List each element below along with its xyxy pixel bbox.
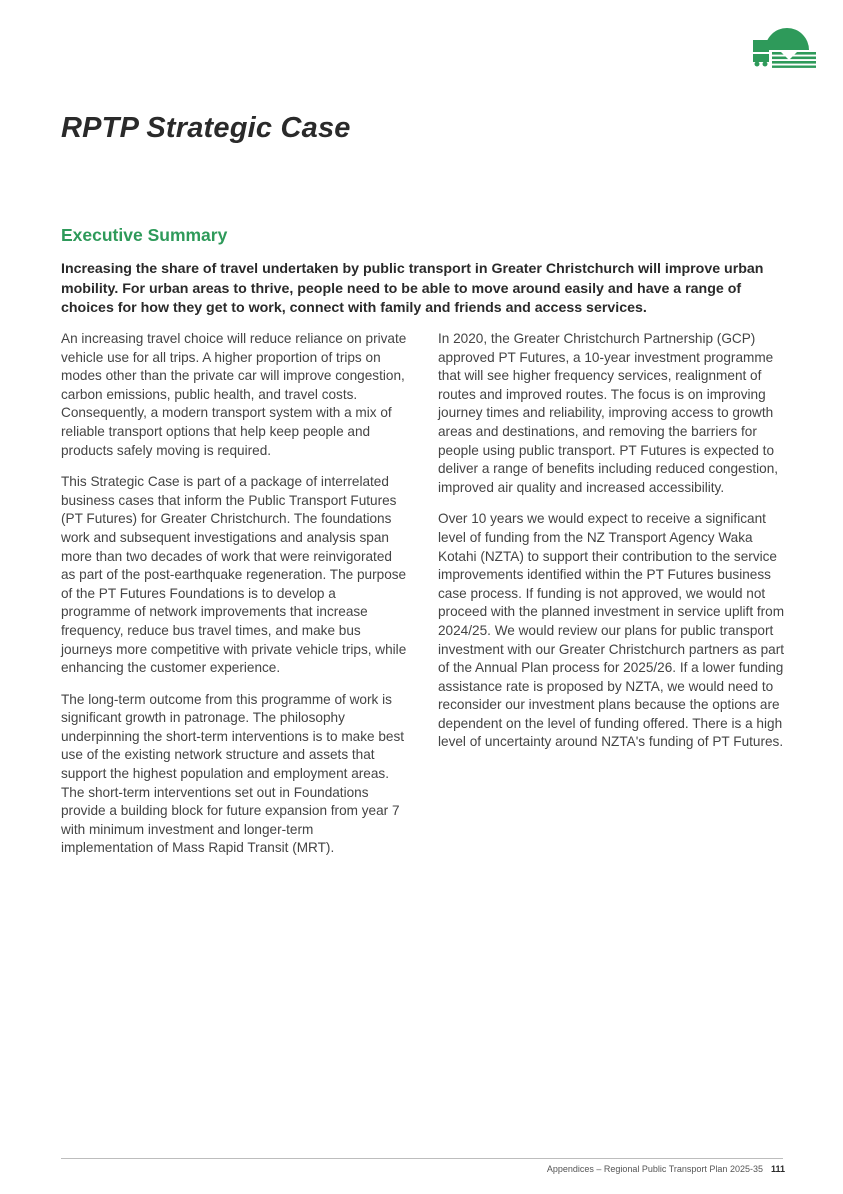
footer-divider	[61, 1158, 783, 1159]
body-paragraph: This Strategic Case is part of a package of interrelated business cases that inform the Public Transport Futures (PT Futures) for Greater Christchurch. The foundations work and subsequent investigations and analysis span more than two decades of work that were reinvigorated as part of the post-earthquake regeneration. The purpose of the PT Futures Foundations is to develop a programme of network improvements that increase frequency, reduce bus travel times, and make bus journeys more competitive with private vehicle trips, while enhancing the customer experience.	[61, 474, 407, 676]
page-number: 111	[770, 1164, 785, 1174]
body-paragraph: Over 10 years we would expect to receive a significant level of funding from the NZ Transport Agency Waka Kotahi (NZTA) to support their contribution to the service improvements identified within the PT Futures business case process. If funding is not approved, we would not proceed with the planned investment in service uplift from 2024/25. We would review our plans for public transport investment with our Greater Christchurch partners as part of the Annual Plan process for 2025/26. If a lower funding assistance rate is proposed by NZTA, we would need to reconsider our investment plans because the options are dependent on the level of funding offered. There is a high level of uncertainty around NZTA's funding of PT Futures.	[438, 511, 785, 750]
body-paragraph: An increasing travel choice will reduce reliance on private vehicle use for all trips. A higher proportion of trips on modes other than the private car will improve congestion, carbon emissions, public health, and travel costs. Consequently, a modern transport system with a mix of reliable transport options that help keep people and products safely moving is required.	[61, 331, 407, 458]
footer-label: Appendices – Regional Public Transport Plan 2025-35	[546, 1164, 763, 1174]
body-paragraph: The long-term outcome from this programme of work is significant growth in patronage. The philosophy underpinning the short-term interventions is to make best use of the existing network structure and assets that support the highest population and employment areas. The short-term interventions set out in Foundations provide a building block for future expansion from year 7 with minimum investment and longer-term implementation of Mass Rapid Transit (MRT).	[61, 691, 405, 856]
body-paragraph: In 2020, the Greater Christchurch Partnership (GCP) approved PT Futures, a 10-year investment programme that will see higher frequency services, realignment of routes and improved routes. The focus is on improving journey times and reliability, improving access to growth areas and destinations, and removing the barriers for people using public transport. PT Futures is expected to deliver a range of benefits including reduced congestion, improved air quality and increased accessibility.	[438, 331, 779, 495]
footer	[547, 1164, 785, 1174]
right-column	[438, 330, 786, 765]
section-heading: Executive Summary	[61, 225, 228, 245]
page-title: RPTP Strategic Case	[61, 112, 351, 144]
left-column	[61, 330, 409, 871]
lead-paragraph: Increasing the share of travel undertaken by public transport in Greater Christchurch will improve urban mobility. For urban areas to thrive, people need to be able to move around easily and have a range of choices for how they get to work, connect with family and friends and access services.	[61, 261, 764, 316]
transport-logo-icon	[751, 26, 817, 68]
